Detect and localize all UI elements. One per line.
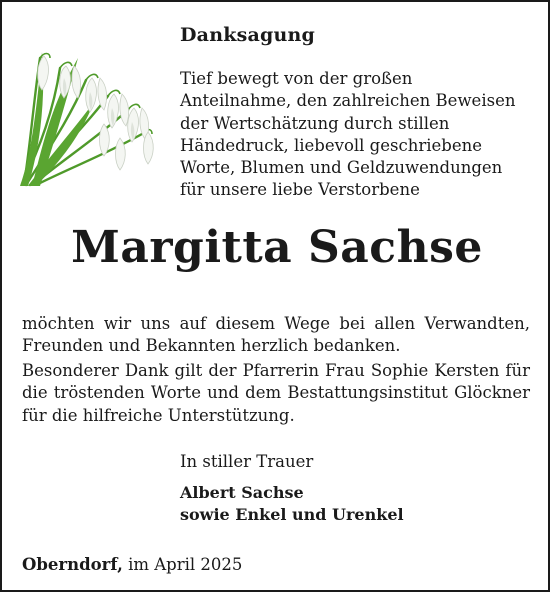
signers — [180, 482, 404, 526]
place-date-line — [22, 555, 242, 574]
thanks-paragraph-2 — [22, 360, 530, 427]
paragraph-line: die tröstenden Worte und dem Bestattungsinstitut Glöckner — [22, 383, 530, 403]
intro-line: der Wertschätzung durch stillen — [180, 113, 450, 133]
intro-line: für unsere liebe Verstorbene — [180, 180, 420, 200]
snowdrop-flowers-icon — [20, 38, 160, 188]
intro-line: Tief bewegt von der großen — [180, 69, 413, 88]
intro-line: Händedruck, liebevoll geschriebene — [180, 135, 482, 155]
paragraph-line: Freunden und Bekannten herzlich bedanken. — [22, 336, 401, 356]
intro-line: Anteilnahme, den zahlreichen Beweisen — [180, 91, 516, 111]
heading-danksagung: Danksagung — [180, 24, 315, 46]
signer-name: sowie Enkel und Urenkel — [180, 505, 404, 524]
deceased-name: Margitta Sachse — [71, 222, 483, 273]
intro-text — [180, 68, 530, 202]
intro-line: Worte, Blumen und Geldzuwendungen — [180, 158, 503, 178]
thanks-paragraph-1 — [22, 313, 530, 358]
closing-phrase: In stiller Trauer — [180, 452, 314, 471]
place: Oberndorf, — [22, 555, 123, 574]
paragraph-line: für die hilfreiche Unterstützung. — [22, 405, 295, 425]
signer-name: Albert Sachse — [180, 483, 304, 502]
date: im April 2025 — [128, 555, 243, 574]
paragraph-line: Besonderer Dank gilt der Pfarrerin Frau Sophie Kersten für — [22, 361, 530, 380]
paragraph-line: möchten wir uns auf diesem Wege bei allen Verwandten, — [22, 314, 530, 333]
